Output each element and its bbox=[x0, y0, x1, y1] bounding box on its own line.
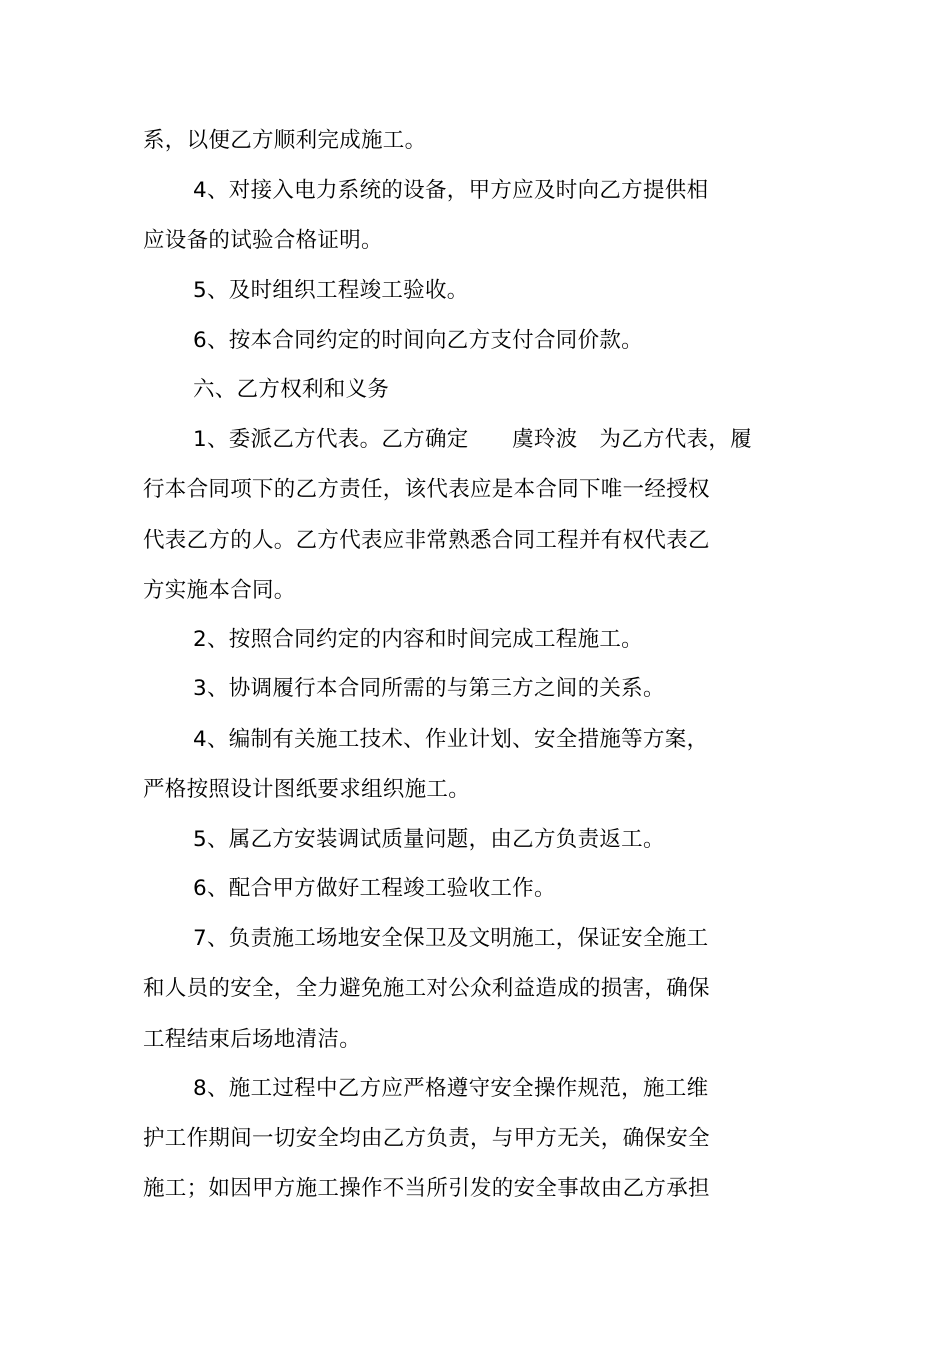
text-line-17: 7、负责施工场地安全保卫及文明施工，保证安全施工 bbox=[193, 926, 709, 951]
text-line-20: 8、施工过程中乙方应严格遵守安全操作规范，施工维 bbox=[193, 1076, 709, 1101]
text-line-14: 严格按照设计图纸要求组织施工。 bbox=[143, 777, 471, 802]
text-line-21: 护工作期间一切安全均由乙方负责，与甲方无关，确保安全 bbox=[143, 1126, 710, 1151]
text-line-15: 5、属乙方安装调试质量问题，由乙方负责返工。 bbox=[193, 827, 665, 852]
text-line-2: 4、对接入电力系统的设备，甲方应及时向乙方提供相 bbox=[193, 178, 709, 203]
text-line-1: 系，以便乙方顺利完成施工。 bbox=[143, 128, 427, 153]
text-line-22: 施工；如因甲方施工操作不当所引发的安全事故由乙方承担 bbox=[143, 1176, 710, 1201]
section-heading: 六、乙方权利和义务 bbox=[193, 377, 390, 402]
text-line-16: 6、配合甲方做好工程竣工验收工作。 bbox=[193, 876, 556, 901]
text-line-11: 2、按照合同约定的内容和时间完成工程施工。 bbox=[193, 627, 643, 652]
text-line-3: 应设备的试验合格证明。 bbox=[143, 228, 383, 253]
text-line-8: 行本合同项下的乙方责任，该代表应是本合同下唯一经授权 bbox=[143, 477, 710, 502]
text-line-18: 和人员的安全，全力避免施工对公众利益造成的损害，确保 bbox=[143, 976, 710, 1001]
text-line-9: 代表乙方的人。乙方代表应非常熟悉合同工程并有权代表乙 bbox=[143, 528, 710, 553]
text-line-5: 6、按本合同约定的时间向乙方支付合同价款。 bbox=[193, 328, 643, 353]
text-line-13: 4、编制有关施工技术、作业计划、安全措施等方案， bbox=[193, 727, 709, 752]
text-line-10: 方实施本合同。 bbox=[143, 578, 296, 603]
text-line-19: 工程结束后场地清洁。 bbox=[143, 1027, 362, 1052]
text-line-4: 5、及时组织工程竣工验收。 bbox=[193, 278, 469, 303]
text-line-7: 1、委派乙方代表。乙方确定 虞玲波 为乙方代表，履 bbox=[193, 427, 752, 452]
text-line-12: 3、协调履行本合同所需的与第三方之间的关系。 bbox=[193, 676, 665, 701]
